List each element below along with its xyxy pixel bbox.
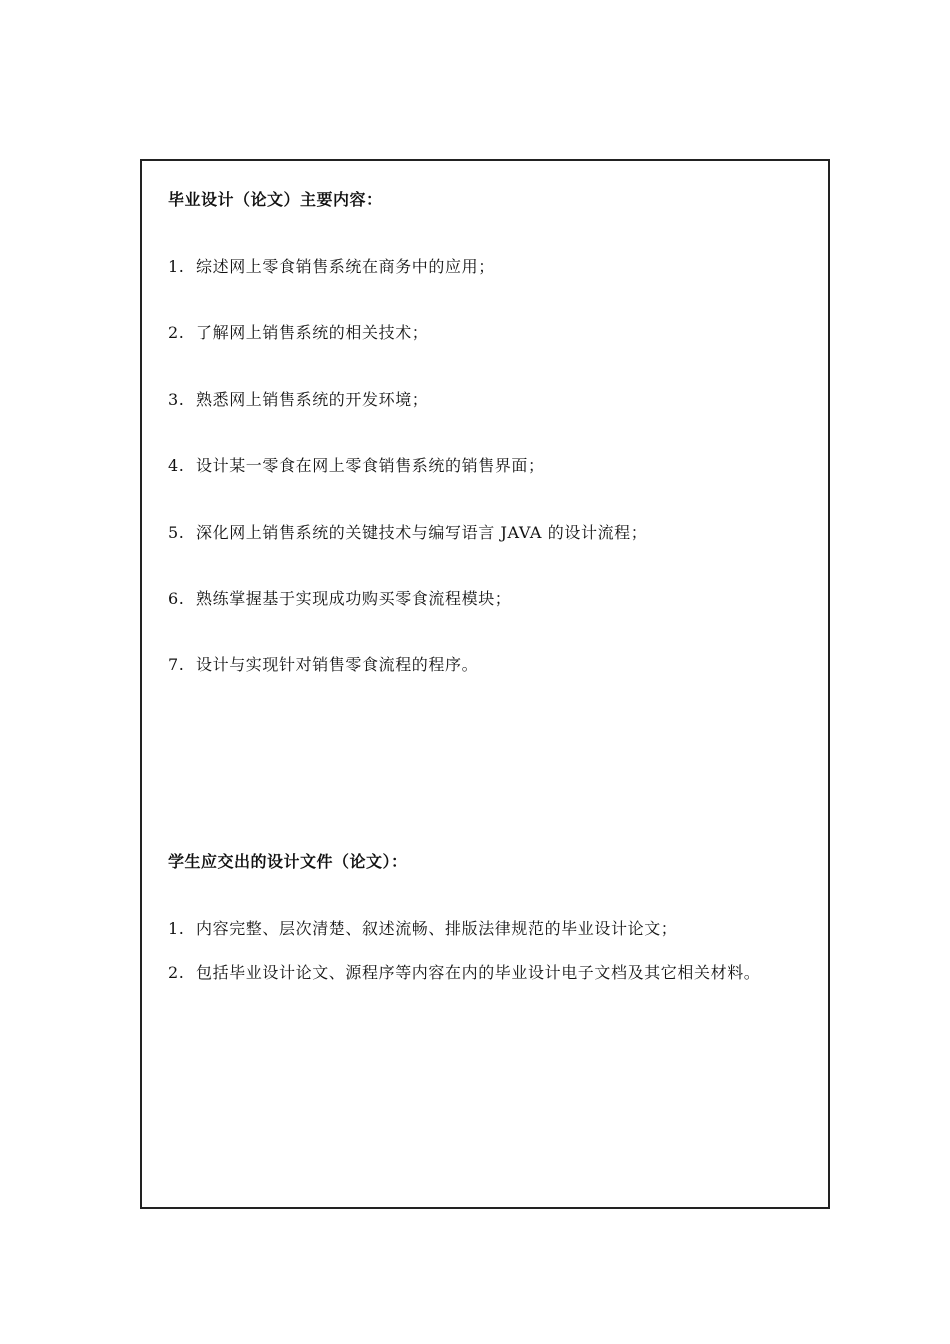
deliverables-item-1 [168,916,677,939]
main-content-item-1 [168,254,495,277]
item-number: 4. [168,456,185,475]
main-content-item-3 [168,387,428,410]
item-text: 设计某一零食在网上零食销售系统的销售界面； [196,456,545,475]
deliverables-heading: 学生应交出的设计文件（论文）： [168,852,408,871]
item-number: 1. [168,919,185,938]
item-text: 综述网上零食销售系统在商务中的应用； [196,257,495,276]
main-content-item-2 [168,320,428,343]
item-number: 2. [168,963,185,982]
item-text: 内容完整、层次清楚、叙述流畅、排版法律规范的毕业设计论文； [196,919,678,938]
main-content-item-5 [168,520,647,543]
item-number: 2. [168,323,185,342]
main-content-item-4 [168,453,545,476]
main-content-heading: 毕业设计（论文）主要内容： [168,190,383,209]
item-text: 深化网上销售系统的关键技术与编写语言 JAVA 的设计流程； [196,523,648,542]
content-box [140,159,830,1209]
main-content-item-6 [168,586,511,609]
item-text: 了解网上销售系统的相关技术； [196,323,429,342]
item-number: 1. [168,257,185,276]
item-number: 7. [168,655,185,674]
deliverables-item-2 [152,960,822,985]
item-text: 熟练掌握基于实现成功购买零食流程模块； [196,589,512,608]
item-number: 5. [168,523,185,542]
item-text: 包括毕业设计论文、源程序等内容在内的毕业设计电子文档及其它相关材料。 [196,963,761,982]
item-number: 3. [168,390,185,409]
item-text: 熟悉网上销售系统的开发环境； [196,390,429,409]
item-number: 6. [168,589,185,608]
item-text: 设计与实现针对销售零食流程的程序。 [196,655,479,674]
main-content-item-7 [168,652,478,675]
